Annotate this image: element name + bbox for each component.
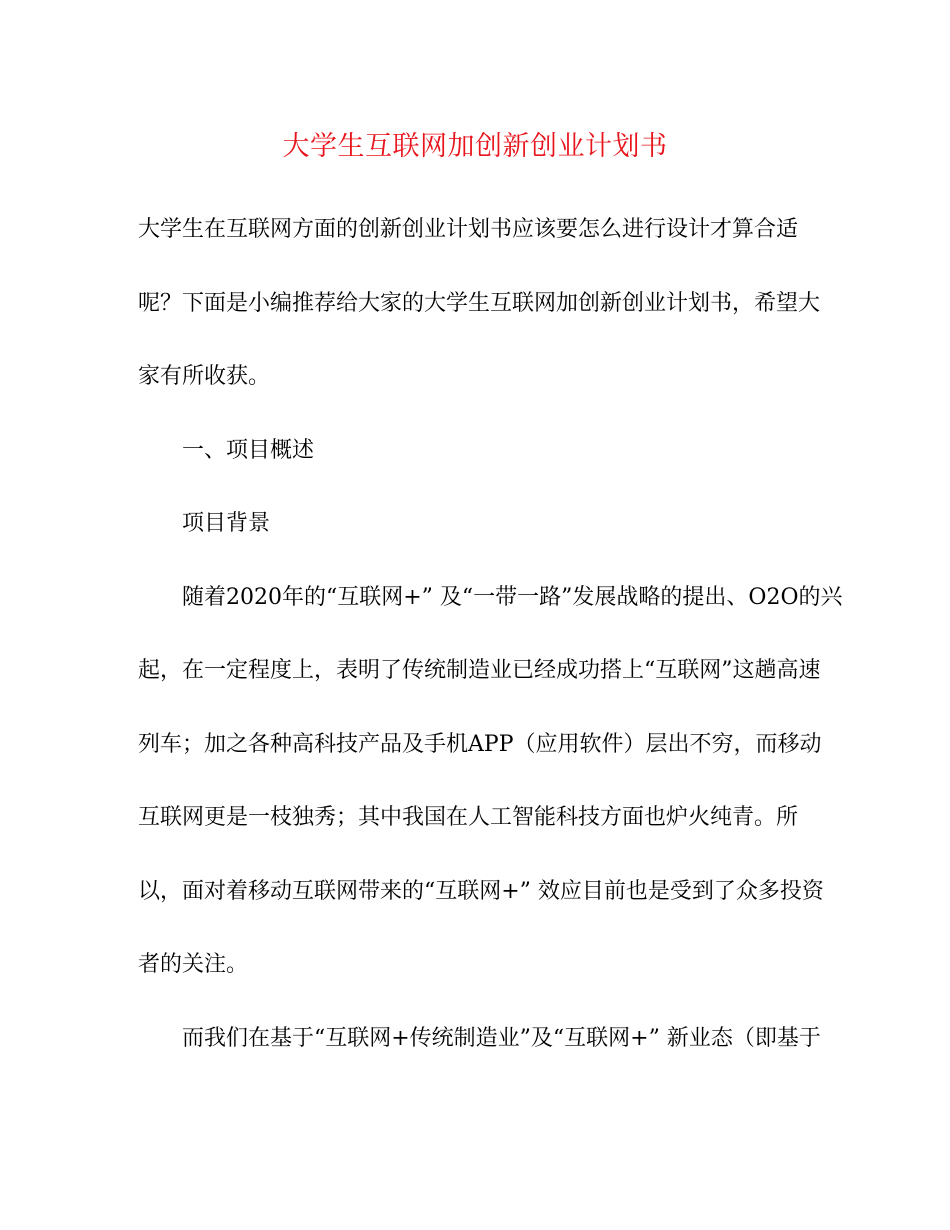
paragraph-line: 随着2020年的“互联网+” 及“一带一路”发展战略的提出、O2O的兴	[182, 584, 843, 610]
paragraph-line: 家有所收获。	[138, 364, 271, 389]
paragraph-line: 而我们在基于“互联网+传统制造业”及“互联网+” 新业态（即基于	[182, 1025, 821, 1051]
section-heading: 一、项目概述	[182, 437, 315, 463]
paragraph-line: 呢？下面是小编推荐给大家的大学生互联网加创新创业计划书，希望大	[138, 290, 821, 316]
subsection-heading: 项目背景	[182, 511, 271, 536]
paragraph-line: 以，面对着移动互联网带来的“互联网+” 效应目前也是受到了众多投资	[138, 878, 824, 904]
document-title: 大学生互联网加创新创业计划书	[282, 131, 668, 162]
paragraph-line: 列车；加之各种高科技产品及手机APP（应用软件）层出不穷，而移动	[138, 731, 822, 757]
paragraph-line: 起，在一定程度上，表明了传统制造业已经成功搭上“互联网”这趟高速	[138, 658, 821, 683]
paragraph-line: 者的关注。	[138, 952, 249, 977]
document-body	[138, 212, 843, 1094]
paragraph-line: 大学生在互联网方面的创新创业计划书应该要怎么进行设计才算合适	[138, 217, 799, 242]
paragraph-line: 互联网更是一枝独秀；其中我国在人工智能科技方面也炉火纯青。所	[138, 805, 799, 830]
